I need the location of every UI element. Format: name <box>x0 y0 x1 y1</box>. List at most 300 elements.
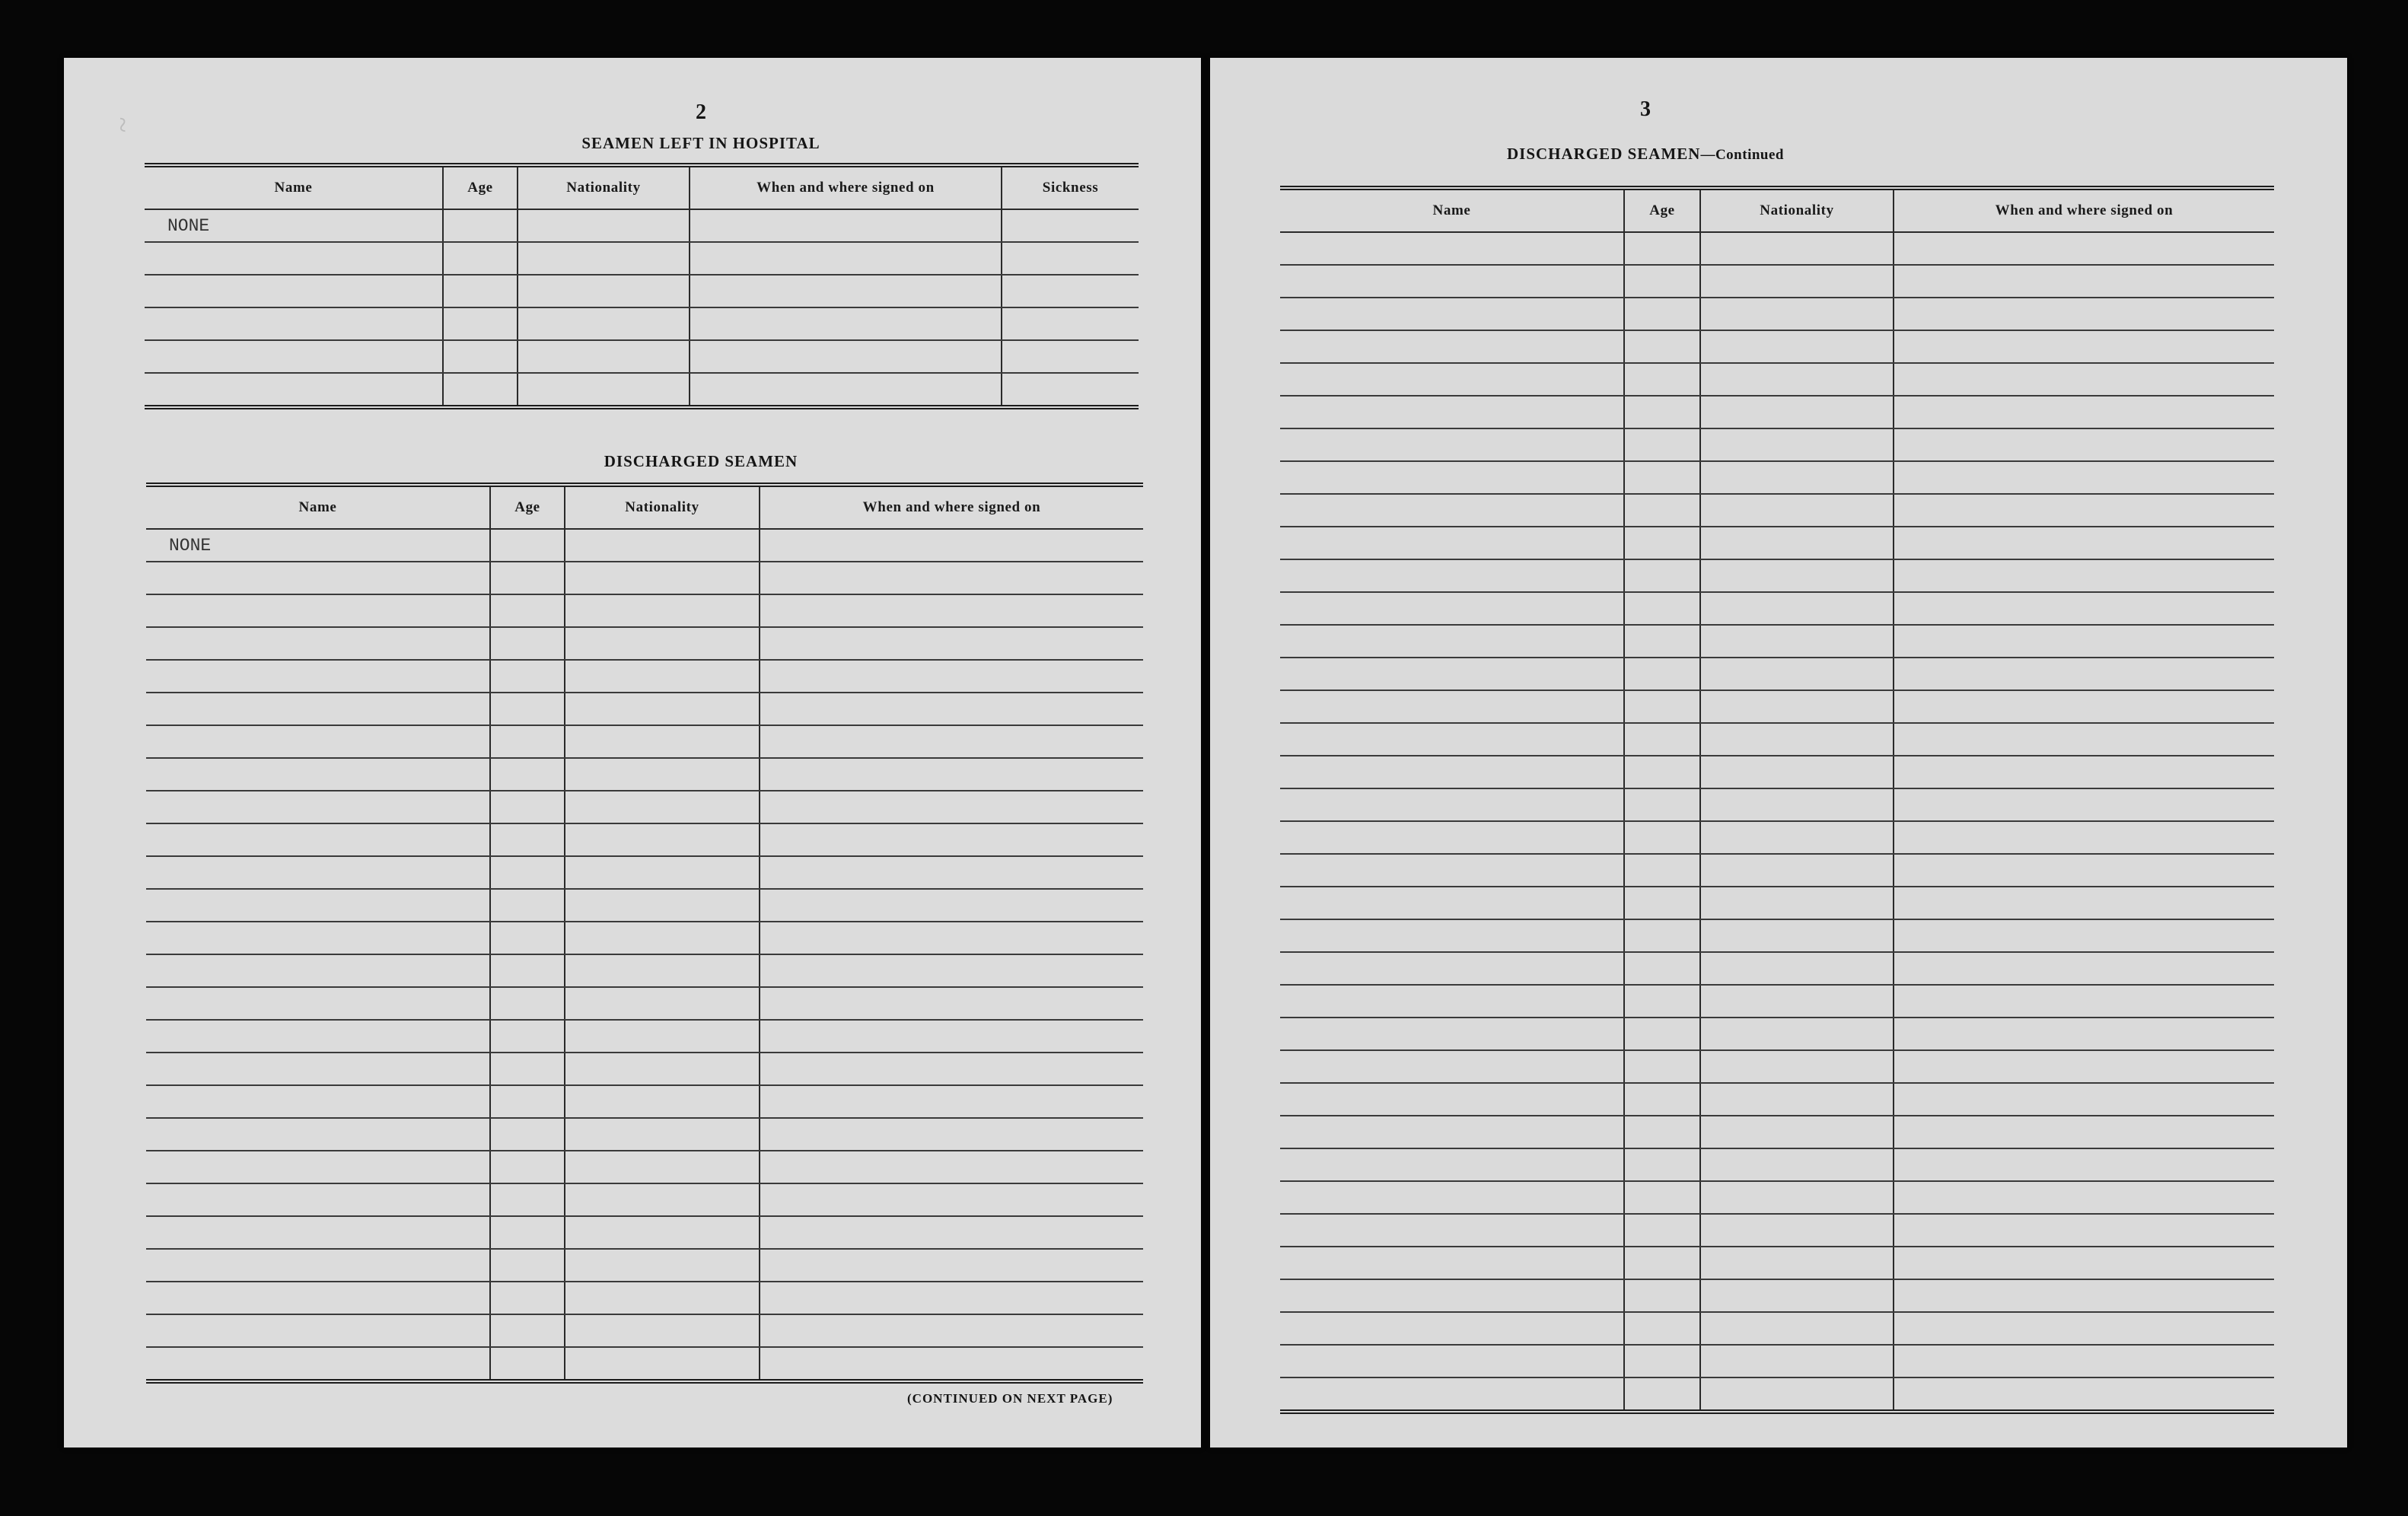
discharged-row <box>146 1314 1143 1347</box>
continued-row <box>1280 461 2274 494</box>
discharged-cell <box>490 791 565 823</box>
continued-row <box>1280 1018 2274 1050</box>
continued-cell <box>1280 1312 1624 1345</box>
continued-cell <box>1700 428 1894 461</box>
continued-cell <box>1700 494 1894 527</box>
hospital-cell <box>443 242 518 275</box>
continued-header-row <box>1280 188 2274 232</box>
discharged-row <box>146 987 1143 1020</box>
continued-cell <box>1894 1181 2274 1214</box>
hospital-cell <box>1002 373 1139 407</box>
discharged-row <box>146 693 1143 725</box>
continued-cell <box>1894 1279 2274 1312</box>
discharged-cell <box>760 1183 1143 1216</box>
continued-cell <box>1700 1116 1894 1148</box>
continued-cell <box>1894 1345 2274 1377</box>
hospital-col-name: Name <box>145 165 443 209</box>
continued-cell <box>1624 298 1700 330</box>
discharged-cell <box>565 725 760 758</box>
discharged-cell <box>490 1183 565 1216</box>
discharged-cell <box>146 1118 490 1151</box>
continued-cell <box>1700 1214 1894 1247</box>
continued-cell <box>1280 232 1624 265</box>
discharged-cell <box>490 562 565 594</box>
discharged-cell <box>146 954 490 987</box>
discharged-section-title: DISCHARGED SEAMEN <box>604 452 798 470</box>
discharged-cell <box>565 1118 760 1151</box>
continued-cell <box>1700 1247 1894 1279</box>
discharged-cell <box>146 1282 490 1314</box>
continued-cell <box>1700 919 1894 952</box>
discharged-cell <box>760 693 1143 725</box>
continued-cell <box>1624 265 1700 298</box>
continued-cell <box>1894 788 2274 821</box>
continued-cell <box>1894 232 2274 265</box>
discharged-cell <box>146 1314 490 1347</box>
continued-cell <box>1894 265 2274 298</box>
left-page-number: 2 <box>696 100 706 124</box>
discharged-cell <box>146 791 490 823</box>
hospital-col-sickness: Sickness <box>1002 165 1139 209</box>
discharged-cell <box>565 529 760 562</box>
continued-cell <box>1894 592 2274 625</box>
continued-cell <box>1700 330 1894 363</box>
continued-cell <box>1700 232 1894 265</box>
continued-cell <box>1280 952 1624 985</box>
continued-cell <box>1280 1083 1624 1116</box>
discharged-cell <box>490 889 565 922</box>
continued-cell <box>1624 887 1700 919</box>
discharged-cell <box>490 1020 565 1053</box>
continued-row <box>1280 1181 2274 1214</box>
discharged-cell <box>760 1151 1143 1183</box>
page-edge-mark: ~ <box>106 116 139 133</box>
discharged-row <box>146 725 1143 758</box>
right-page-number: 3 <box>1640 97 1651 121</box>
discharged-cell <box>490 1216 565 1249</box>
continued-cell <box>1700 658 1894 690</box>
discharged-cell <box>760 1314 1143 1347</box>
continued-cell <box>1624 625 1700 658</box>
continued-cell <box>1624 1181 1700 1214</box>
hospital-cell <box>145 340 443 373</box>
continued-cell <box>1894 461 2274 494</box>
discharged-cell <box>760 1216 1143 1249</box>
discharged-cell <box>565 1151 760 1183</box>
hospital-cell <box>145 307 443 340</box>
hospital-cell <box>690 373 1002 407</box>
continued-cell <box>1280 363 1624 396</box>
discharged-cell <box>565 1282 760 1314</box>
discharged-cell <box>490 594 565 627</box>
continued-cell <box>1624 1247 1700 1279</box>
discharged-row <box>146 1249 1143 1282</box>
discharged-cell <box>565 889 760 922</box>
continued-row <box>1280 658 2274 690</box>
discharged-col-nationality: Nationality <box>565 485 760 529</box>
continued-row <box>1280 592 2274 625</box>
continued-cell <box>1624 821 1700 854</box>
continued-cell <box>1624 1148 1700 1181</box>
discharged-cell <box>146 693 490 725</box>
discharged-cell <box>760 922 1143 954</box>
discharged-cell <box>565 1249 760 1282</box>
continued-row <box>1280 788 2274 821</box>
continued-title-main: DISCHARGED SEAMEN <box>1507 145 1701 163</box>
discharged-cell <box>565 627 760 660</box>
continued-row <box>1280 1377 2274 1412</box>
discharged-row <box>146 1085 1143 1118</box>
discharged-cell <box>565 1085 760 1118</box>
discharged-row <box>146 1347 1143 1381</box>
discharged-cell <box>490 1118 565 1151</box>
discharged-cell <box>490 922 565 954</box>
discharged-cell <box>760 562 1143 594</box>
continued-col-name: Name <box>1280 188 1624 232</box>
discharged-cell <box>146 987 490 1020</box>
hospital-cell <box>690 275 1002 307</box>
discharged-cell <box>760 856 1143 889</box>
continued-row <box>1280 1247 2274 1279</box>
discharged-cell <box>490 1151 565 1183</box>
hospital-cell <box>1002 340 1139 373</box>
hospital-row <box>145 242 1139 275</box>
continued-row <box>1280 854 2274 887</box>
discharged-cell <box>490 1053 565 1085</box>
continued-cell <box>1894 658 2274 690</box>
continued-cell <box>1700 592 1894 625</box>
discharged-cell <box>760 1347 1143 1381</box>
discharged-row <box>146 856 1143 889</box>
continued-row <box>1280 1050 2274 1083</box>
continued-cell <box>1894 1116 2274 1148</box>
discharged-cell <box>565 922 760 954</box>
hospital-row <box>145 307 1139 340</box>
discharged-cell <box>146 823 490 856</box>
continued-cell <box>1280 494 1624 527</box>
continued-cell <box>1280 1116 1624 1148</box>
hospital-cell <box>443 307 518 340</box>
continued-row <box>1280 625 2274 658</box>
discharged-cell <box>490 1347 565 1381</box>
continued-cell <box>1700 298 1894 330</box>
continued-cell <box>1280 854 1624 887</box>
discharged-cell <box>146 758 490 791</box>
continued-cell <box>1280 1247 1624 1279</box>
continued-row <box>1280 723 2274 756</box>
discharged-cell <box>490 1314 565 1347</box>
hospital-row <box>145 275 1139 307</box>
continued-cell <box>1624 1312 1700 1345</box>
continued-cell <box>1894 559 2274 592</box>
continued-cell <box>1280 265 1624 298</box>
discharged-cell <box>565 1347 760 1381</box>
continued-cell <box>1700 854 1894 887</box>
continued-cell <box>1700 461 1894 494</box>
hospital-cell <box>690 209 1002 242</box>
continued-cell <box>1894 919 2274 952</box>
continued-cell <box>1624 854 1700 887</box>
hospital-cell <box>690 340 1002 373</box>
continued-row <box>1280 1279 2274 1312</box>
discharged-col-age: Age <box>490 485 565 529</box>
continued-cell <box>1700 527 1894 559</box>
continued-cell <box>1624 592 1700 625</box>
continued-cell <box>1700 887 1894 919</box>
continued-cell <box>1894 1083 2274 1116</box>
continued-col-nationality: Nationality <box>1700 188 1894 232</box>
left-page <box>64 58 1201 1448</box>
continued-cell <box>1624 1116 1700 1148</box>
discharged-table <box>146 483 1143 1384</box>
continued-row <box>1280 1345 2274 1377</box>
continued-cell <box>1894 363 2274 396</box>
discharged-cell <box>146 660 490 693</box>
hospital-cell <box>145 275 443 307</box>
continued-cell <box>1700 723 1894 756</box>
continued-cell <box>1894 1050 2274 1083</box>
hospital-cell <box>518 307 690 340</box>
hospital-cell <box>1002 275 1139 307</box>
continued-cell <box>1624 985 1700 1018</box>
continued-cell <box>1624 1214 1700 1247</box>
continued-title-suffix: —Continued <box>1700 147 1784 163</box>
discharged-cell <box>760 987 1143 1020</box>
discharged-row <box>146 1020 1143 1053</box>
discharged-cell <box>760 1249 1143 1282</box>
hospital-row <box>145 209 1139 242</box>
continued-cell <box>1280 298 1624 330</box>
continued-cell <box>1624 1377 1700 1412</box>
continued-cell <box>1280 1181 1624 1214</box>
hospital-cell <box>690 242 1002 275</box>
discharged-cell <box>565 1053 760 1085</box>
continued-cell <box>1700 985 1894 1018</box>
discharged-cell <box>565 1183 760 1216</box>
continued-cell <box>1280 690 1624 723</box>
continued-cell <box>1624 952 1700 985</box>
discharged-row <box>146 627 1143 660</box>
discharged-row <box>146 660 1143 693</box>
discharged-cell <box>565 660 760 693</box>
continued-cell <box>1280 1018 1624 1050</box>
discharged-cell <box>146 1249 490 1282</box>
continued-row <box>1280 887 2274 919</box>
continued-cell <box>1894 952 2274 985</box>
discharged-cell <box>490 627 565 660</box>
continued-cell <box>1894 527 2274 559</box>
continued-row <box>1280 985 2274 1018</box>
continued-col-age: Age <box>1624 188 1700 232</box>
hospital-cell <box>443 209 518 242</box>
continued-cell <box>1624 461 1700 494</box>
continued-cell <box>1894 1148 2274 1181</box>
continued-cell <box>1894 1377 2274 1412</box>
continued-cell <box>1624 919 1700 952</box>
continued-cell <box>1894 1247 2274 1279</box>
continued-row <box>1280 952 2274 985</box>
discharged-cell <box>146 1347 490 1381</box>
continued-cell <box>1894 1214 2274 1247</box>
continued-row <box>1280 428 2274 461</box>
discharged-cell <box>760 889 1143 922</box>
discharged-col-name: Name <box>146 485 490 529</box>
discharged-row <box>146 529 1143 562</box>
continued-cell <box>1280 559 1624 592</box>
discharged-row <box>146 562 1143 594</box>
continued-cell <box>1624 494 1700 527</box>
discharged-cell <box>146 922 490 954</box>
discharged-cell <box>146 627 490 660</box>
continued-cell <box>1624 363 1700 396</box>
discharged-row <box>146 758 1143 791</box>
continued-cell <box>1280 1050 1624 1083</box>
continued-cell <box>1700 690 1894 723</box>
discharged-cell <box>565 1020 760 1053</box>
hospital-cell <box>1002 307 1139 340</box>
discharged-row <box>146 1151 1143 1183</box>
continued-cell <box>1894 330 2274 363</box>
continued-row <box>1280 363 2274 396</box>
continued-cell <box>1624 1050 1700 1083</box>
continued-cell <box>1894 396 2274 428</box>
continued-cell <box>1280 1345 1624 1377</box>
discharged-cell <box>565 594 760 627</box>
continued-cell <box>1624 1345 1700 1377</box>
continued-cell <box>1700 788 1894 821</box>
discharged-cell <box>146 562 490 594</box>
continued-cell <box>1700 1148 1894 1181</box>
discharged-cell <box>490 987 565 1020</box>
discharged-cell <box>146 889 490 922</box>
hospital-cell <box>443 340 518 373</box>
continued-cell <box>1280 1279 1624 1312</box>
discharged-col-signed-on: When and where signed on <box>760 485 1143 529</box>
continued-cell <box>1624 1018 1700 1050</box>
discharged-cell <box>146 1020 490 1053</box>
discharged-cell <box>490 660 565 693</box>
discharged-cell <box>490 823 565 856</box>
continued-row <box>1280 1083 2274 1116</box>
discharged-cell <box>490 954 565 987</box>
discharged-cell <box>565 856 760 889</box>
continued-cell <box>1894 1312 2274 1345</box>
continued-cell <box>1700 821 1894 854</box>
hospital-cell <box>145 373 443 407</box>
continued-cell <box>1894 821 2274 854</box>
continued-row <box>1280 265 2274 298</box>
discharged-cell <box>146 725 490 758</box>
discharged-cell <box>565 954 760 987</box>
continued-row <box>1280 1214 2274 1247</box>
continued-cell <box>1624 756 1700 788</box>
discharged-cell <box>490 1282 565 1314</box>
discharged-cell <box>490 758 565 791</box>
continued-cell <box>1624 527 1700 559</box>
continued-cell <box>1894 494 2274 527</box>
continued-cell <box>1280 919 1624 952</box>
continued-cell <box>1624 428 1700 461</box>
continued-cell <box>1894 1018 2274 1050</box>
discharged-cell <box>760 1118 1143 1151</box>
continued-cell <box>1894 428 2274 461</box>
continued-cell <box>1624 559 1700 592</box>
continued-cell <box>1280 1214 1624 1247</box>
hospital-cell <box>518 209 690 242</box>
hospital-row <box>145 340 1139 373</box>
continued-cell <box>1280 723 1624 756</box>
discharged-cell <box>490 693 565 725</box>
continued-cell <box>1894 298 2274 330</box>
discharged-cell <box>760 954 1143 987</box>
discharged-row <box>146 823 1143 856</box>
continued-cell <box>1624 723 1700 756</box>
hospital-cell <box>518 373 690 407</box>
continued-cell <box>1280 330 1624 363</box>
hospital-cell <box>145 242 443 275</box>
continued-cell <box>1700 756 1894 788</box>
continued-cell <box>1280 592 1624 625</box>
discharged-cell <box>760 725 1143 758</box>
continued-row <box>1280 330 2274 363</box>
hospital-section-title: SEAMEN LEFT IN HOSPITAL <box>581 134 820 152</box>
discharged-cell <box>760 529 1143 562</box>
continued-cell <box>1700 1083 1894 1116</box>
discharged-row <box>146 1282 1143 1314</box>
continued-cell <box>1700 265 1894 298</box>
discharged-cell <box>146 1053 490 1085</box>
continued-row <box>1280 690 2274 723</box>
continued-cell <box>1894 690 2274 723</box>
continued-cell <box>1280 658 1624 690</box>
discharged-row <box>146 954 1143 987</box>
continued-cell <box>1280 527 1624 559</box>
continued-col-signed-on: When and where signed on <box>1894 188 2274 232</box>
continued-cell <box>1280 396 1624 428</box>
hospital-cell <box>443 373 518 407</box>
continued-cell <box>1624 788 1700 821</box>
continued-cell <box>1700 1181 1894 1214</box>
continued-cell <box>1280 985 1624 1018</box>
continued-cell <box>1280 756 1624 788</box>
hospital-table <box>145 163 1139 409</box>
hospital-cell <box>518 340 690 373</box>
continued-row <box>1280 1148 2274 1181</box>
hospital-col-signed-on: When and where signed on <box>690 165 1002 209</box>
discharged-row <box>146 1216 1143 1249</box>
continued-cell <box>1700 1050 1894 1083</box>
discharged-cell <box>760 627 1143 660</box>
continued-cell <box>1894 756 2274 788</box>
continued-row <box>1280 559 2274 592</box>
continued-cell <box>1280 625 1624 658</box>
discharged-cell <box>565 987 760 1020</box>
discharged-cell <box>760 1020 1143 1053</box>
discharged-cell <box>565 1314 760 1347</box>
hospital-cell <box>443 275 518 307</box>
discharged-cell: NONE <box>146 529 490 562</box>
continued-cell <box>1700 559 1894 592</box>
continued-row <box>1280 1312 2274 1345</box>
continued-cell <box>1700 1345 1894 1377</box>
discharged-cell <box>565 1216 760 1249</box>
discharged-row <box>146 922 1143 954</box>
discharged-cell <box>760 660 1143 693</box>
discharged-cell <box>146 1085 490 1118</box>
discharged-cell <box>565 823 760 856</box>
hospital-cell <box>1002 209 1139 242</box>
discharged-row <box>146 791 1143 823</box>
